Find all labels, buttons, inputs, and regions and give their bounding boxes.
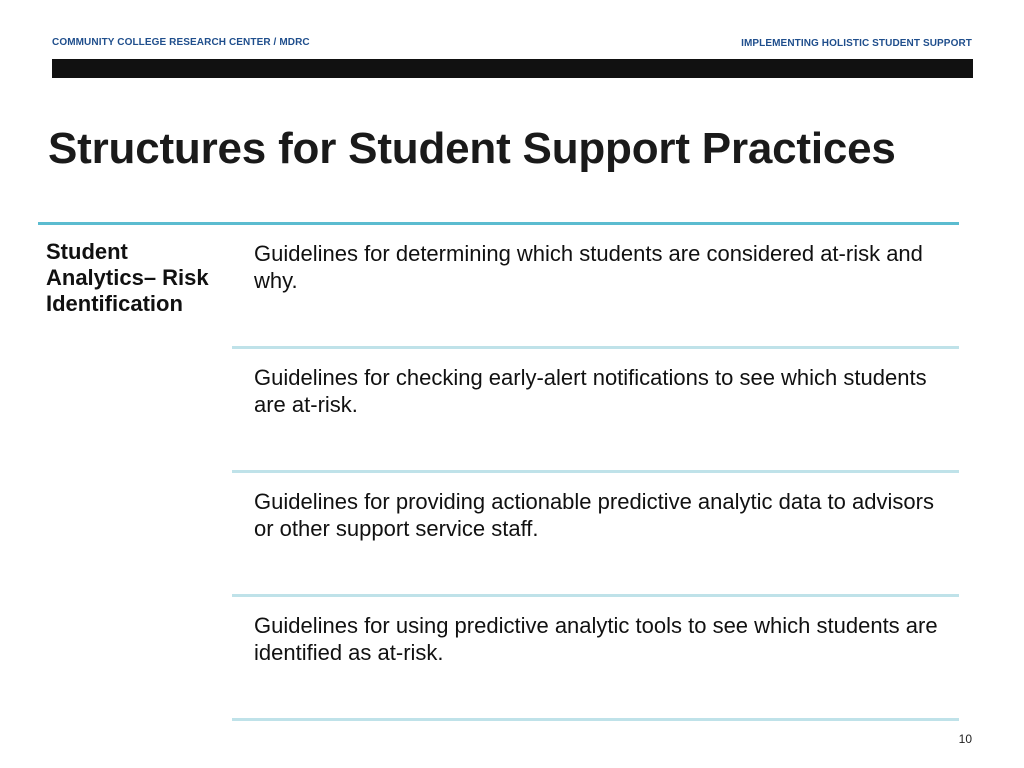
list-item-text: Guidelines for providing actionable predictive analytic data to advisors or other support service staff. bbox=[254, 489, 934, 541]
list-item bbox=[232, 597, 959, 721]
page-number: 10 bbox=[958, 732, 972, 746]
category-label: Student Analytics– Risk Identification bbox=[46, 239, 209, 316]
header-organization: COMMUNITY COLLEGE RESEARCH CENTER / MDRC bbox=[52, 37, 310, 48]
guidelines-list bbox=[232, 225, 959, 721]
page-title: Structures for Student Support Practices bbox=[48, 124, 896, 173]
list-item bbox=[232, 473, 959, 597]
header-bar bbox=[52, 59, 973, 78]
list-item bbox=[232, 225, 959, 349]
list-item bbox=[232, 349, 959, 473]
list-item-text: Guidelines for determining which students are considered at-risk and why. bbox=[254, 241, 923, 293]
header-report-title: IMPLEMENTING HOLISTIC STUDENT SUPPORT bbox=[741, 38, 972, 49]
list-item-text: Guidelines for using predictive analytic tools to see which students are identified as at-risk. bbox=[254, 613, 938, 665]
list-item-text: Guidelines for checking early-alert notifications to see which students are at-risk. bbox=[254, 365, 927, 417]
